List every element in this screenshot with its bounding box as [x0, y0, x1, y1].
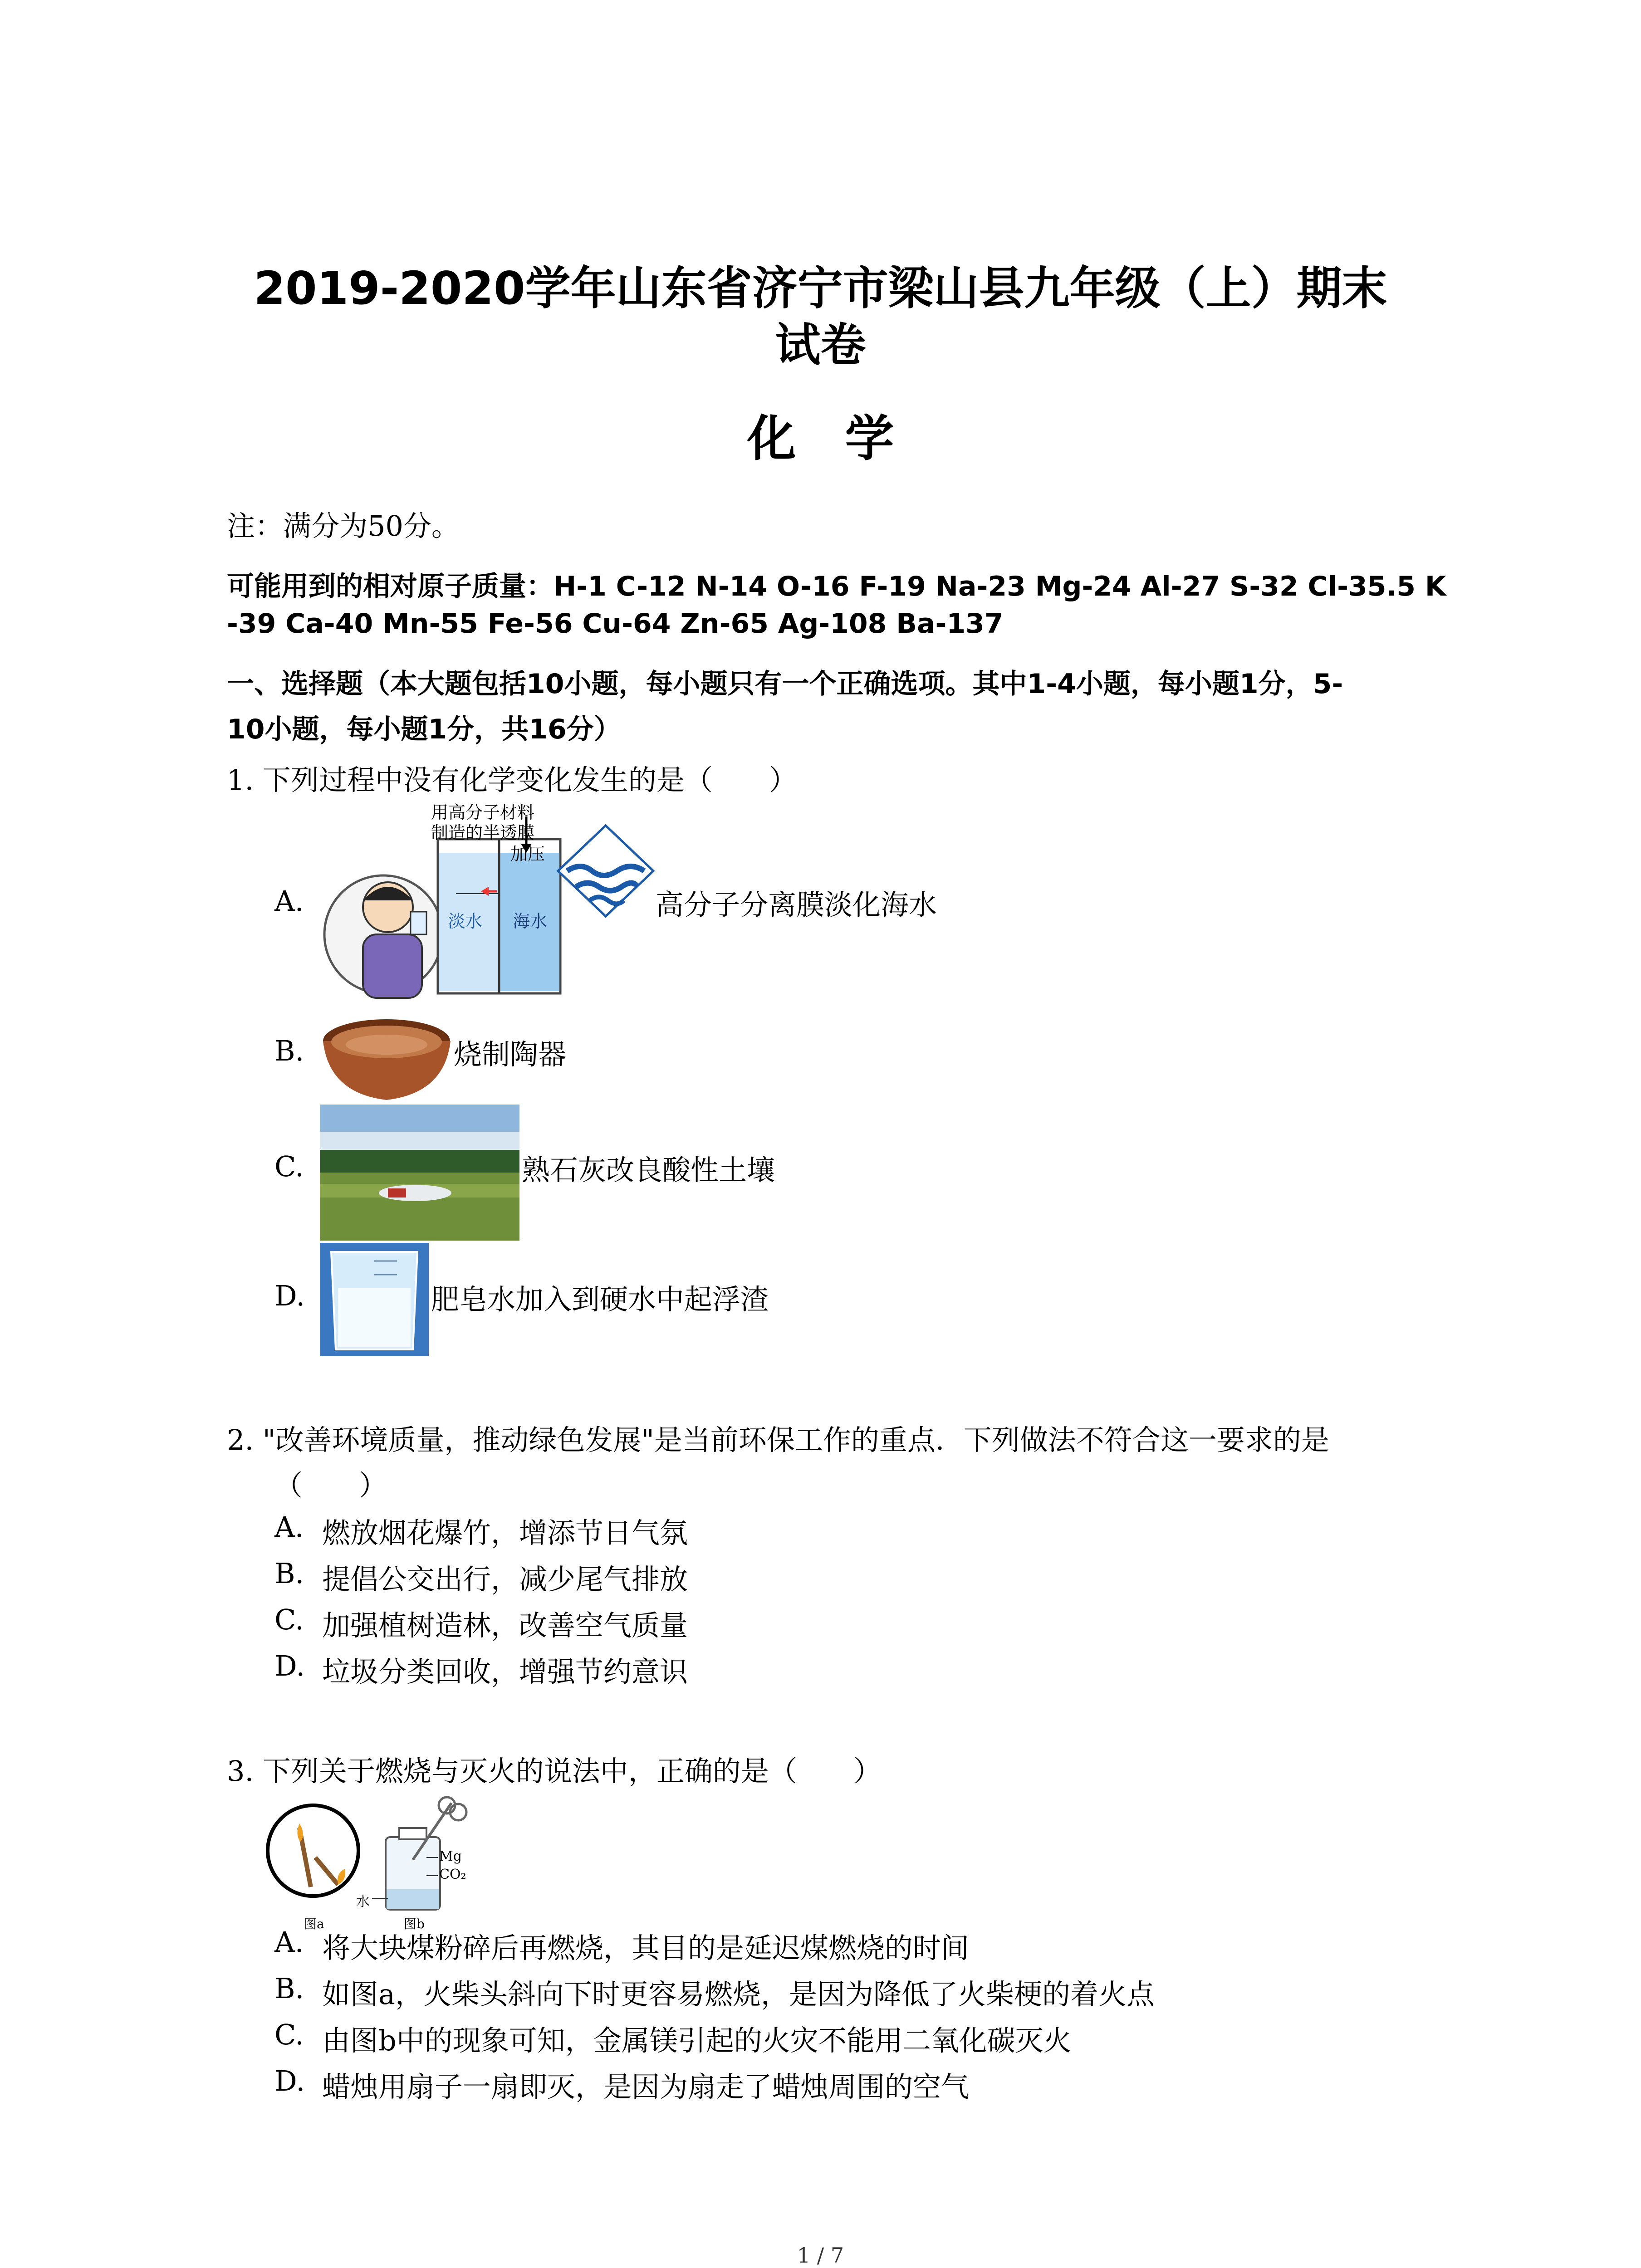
q1-option-a-text: 高分子分离膜淡化海水 [656, 888, 937, 921]
q1-option-d-letter: D. [274, 1279, 305, 1312]
diagram-label-membrane2: 制造的半透膜 [431, 823, 535, 843]
q3-option-d-text: 蜡烛用扇子一扇即灭，是因为扇走了蜡烛周围的空气 [322, 2070, 970, 2103]
q3-option-d-letter: D. [274, 2064, 305, 2097]
q3-option-a-text: 将大块煤粉碎后再燃烧，其目的是延迟煤燃烧的时间 [322, 1931, 970, 1965]
q3-stem: 3. 下列关于燃烧与灭火的说法中，正确的是（ ） [227, 1755, 882, 1788]
atomic-mass-line1: 可能用到的相对原子质量：H-1 C-12 N-14 O-16 F-19 Na-23 Mg-24 Al-27 S-32 Cl-35.5 K [227, 571, 1446, 602]
figure-caption-a: 图a [304, 1916, 324, 1931]
desalination-diagram [320, 798, 656, 1012]
atomic-mass-line2: -39 Ca-40 Mn-55 Fe-56 Cu-64 Zn-65 Ag-108 Ba-137 [227, 608, 1004, 640]
beaker-soap-water-image [320, 1243, 429, 1356]
diagram-label-pressure: 加压 [510, 844, 545, 864]
q3-option-c-letter: C. [274, 2018, 304, 2051]
q2-stem-line1: 2. "改善环境质量，推动绿色发展"是当前环保工作的重点．下列做法不符合这一要求的是 [227, 1423, 1329, 1457]
diagram-label-membrane1: 用高分子材料 [431, 802, 535, 822]
diagram-label-fresh-water: 淡水 [448, 911, 483, 931]
q1-option-b-text: 烧制陶器 [454, 1038, 567, 1071]
q2-stem-line2: （ ） [274, 1469, 387, 1502]
page-title-line2: 试卷 [775, 318, 866, 371]
q1-option-c-letter: C. [274, 1150, 304, 1183]
q1-option-c-text: 熟石灰改良酸性土壤 [522, 1154, 775, 1187]
q2-option-c-letter: C. [274, 1603, 304, 1636]
field-lime-image [320, 1105, 519, 1241]
diagram-label-sea-water: 海水 [513, 911, 548, 931]
pottery-bowl-image [320, 1014, 454, 1105]
q2-option-a-letter: A. [274, 1510, 304, 1544]
q2-option-c-text: 加强植树造林，改善空气质量 [322, 1609, 688, 1642]
section-heading-line2: 10小题，每小题1分，共16分） [227, 714, 621, 745]
combustion-figure [263, 1792, 476, 1932]
q2-option-d-text: 垃圾分类回收，增强节约意识 [322, 1655, 688, 1688]
q2-option-a-text: 燃放烟花爆竹，增添节日气氛 [322, 1516, 688, 1549]
q1-option-d-text: 肥皂水加入到硬水中起浮渣 [431, 1283, 769, 1316]
q2-option-d-letter: D. [274, 1649, 305, 1682]
full-score-note: 注：满分为50分。 [227, 509, 460, 543]
q1-stem: 1. 下列过程中没有化学变化发生的是（ ） [227, 763, 797, 797]
q1-option-b-letter: B. [274, 1034, 304, 1067]
figure-label-mg: Mg [439, 1848, 462, 1864]
q3-option-a-letter: A. [274, 1926, 304, 1959]
page-title-line1: 2019-2020学年山东省济宁市梁山县九年级（上）期末 [254, 262, 1387, 315]
q3-option-b-letter: B. [274, 1972, 304, 2005]
subject-title: 化 学 [747, 411, 894, 467]
q2-option-b-text: 提倡公交出行，减少尾气排放 [322, 1563, 688, 1596]
figure-label-co2: CO₂ [439, 1867, 466, 1882]
q1-option-a-letter: A. [274, 885, 304, 918]
section-heading-line1: 一、选择题（本大题包括10小题，每小题只有一个正确选项。其中1-4小题，每小题1分，5- [227, 668, 1343, 700]
q3-option-b-text: 如图a，火柴头斜向下时更容易燃烧，是因为降低了火柴梗的着火点 [322, 1978, 1155, 2011]
figure-label-water: 水 [356, 1894, 370, 1910]
q2-option-b-letter: B. [274, 1557, 304, 1590]
page-number: 1 / 7 [797, 2243, 844, 2268]
q3-option-c-text: 由图b中的现象可知，金属镁引起的火灾不能用二氧化碳灭火 [322, 2024, 1072, 2057]
figure-caption-b: 图b [404, 1916, 425, 1931]
